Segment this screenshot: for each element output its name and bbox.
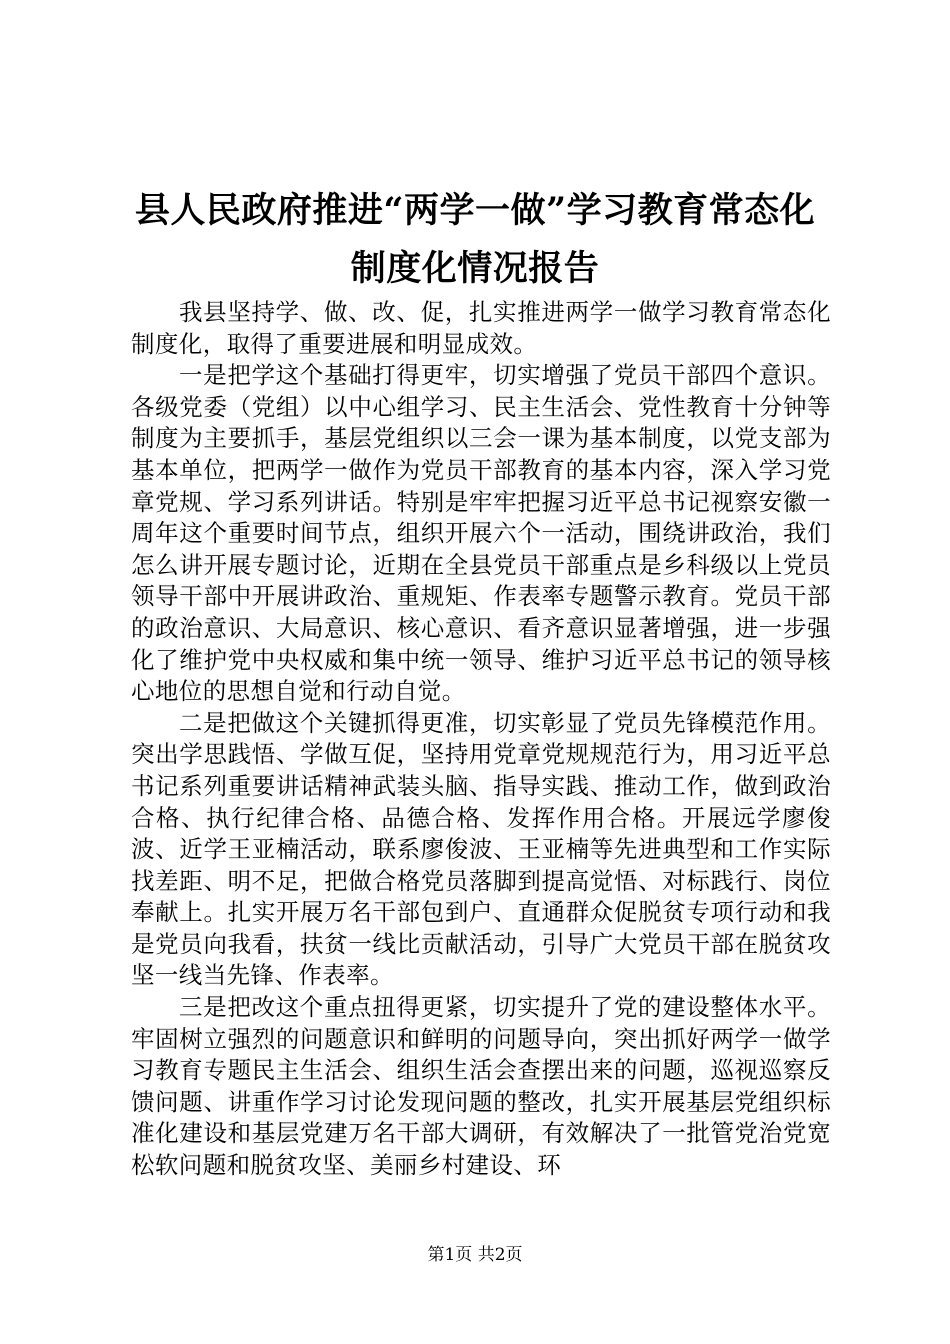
document-title-line-1: 县人民政府推进“两学一做”学习教育常态化 bbox=[134, 190, 816, 231]
page-number-footer: 第1页 共2页 bbox=[427, 1245, 523, 1265]
paragraph-study: 一是把学这个基础打得更牢，切实增强了党员干部四个意识。各级党委（党组）以中心组学习、民主生活会、党性教育十分钟等制度为主要抓手，基层党组织以三会一课为基本制度，以党支部为基本单位，把两学一做作为党员干部教育的基本内容，深入学习党章党规、学习系列讲话。特别是牢牢把握习近平总书记视察安徽一周年这个重要时间节点，组织开展六个一活动，围绕讲政治，我们怎么讲开展专题讨论，近期在全县党员干部重点是乡科级以上党员领导干部中开展讲政治、重规矩、作表率专题警示教育。党员干部的政治意识、大局意识、核心意识、看齐意识显著增强，进一步强化了维护党中央权威和集中统一领导、维护习近平总书记的领导核心地位的思想自觉和行动自觉。 bbox=[131, 361, 831, 706]
paragraph-practice: 二是把做这个关键抓得更准，切实彰显了党员先锋模范作用。突出学思践悟、学做互促，坚持用党章党规规范行为，用习近平总书记系列重要讲话精神武装头脑、指导实践、推动工作，做到政治合格、执行纪律合格、品德合格、发挥作用合格。开展远学廖俊波、近学王亚楠活动，联系廖俊波、王亚楠等先进典型和工作实际找差距、明不足，把做合格党员落脚到提高觉悟、对标践行、岗位奉献上。扎实开展万名干部包到户、直通群众促脱贫专项行动和我是党员向我看，扶贫一线比贡献活动，引导广大党员干部在脱贫攻坚一线当先锋、作表率。 bbox=[131, 708, 831, 990]
paragraph-intro: 我县坚持学、做、改、促，扎实推进两学一做学习教育常态化制度化，取得了重要进展和明显成效。 bbox=[131, 298, 831, 358]
paragraph-reform: 三是把改这个重点扭得更紧，切实提升了党的建设整体水平。牢固树立强烈的问题意识和鲜明的问题导向，突出抓好两学一做学习教育专题民主生活会、组织生活会查摆出来的问题，巡视巡察反馈问题、讲重作学习讨论发现问题的整改，扎实开展基层党组织标准化建设和基层党建万名干部大调研，有效解决了一批管党治党宽松软问题和脱贫攻坚、美丽乡村建设、环 bbox=[131, 993, 831, 1180]
document-body bbox=[131, 297, 831, 1182]
document-title-line-2: 制度化情况报告 bbox=[350, 248, 600, 289]
